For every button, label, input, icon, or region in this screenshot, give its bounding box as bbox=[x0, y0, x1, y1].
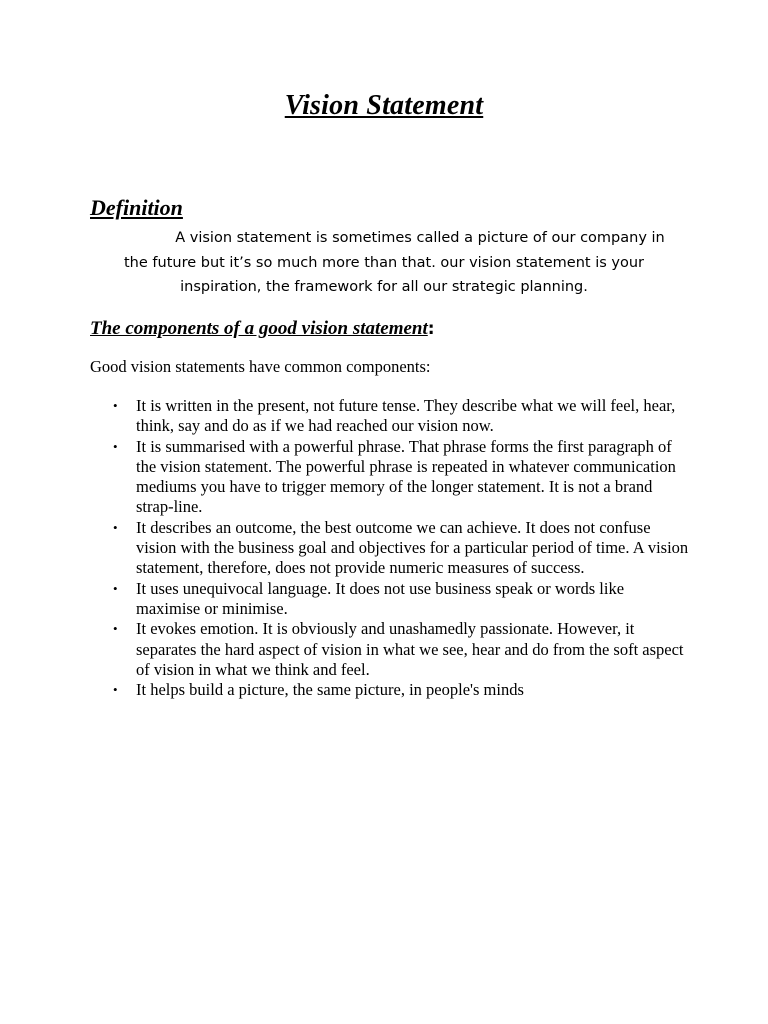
list-item bbox=[90, 579, 690, 620]
list-item bbox=[90, 518, 690, 579]
list-item-text: It is written in the present, not future tense. They describe what we will feel, hear, think, say and do as if we had reached our vision now. bbox=[136, 396, 676, 436]
bullet-icon: • bbox=[113, 621, 118, 637]
components-heading bbox=[90, 318, 435, 340]
list-item-text: It is summarised with a powerful phrase. That phrase forms the first paragraph of the vision statement. The powerful phrase is repeated in whatever communication mediums you have to trigger memory of the longer statement. It is not a brand strap-line. bbox=[136, 436, 676, 517]
list-item-text: It describes an outcome, the best outcome we can achieve. It does not confuse vision with the business goal and objectives for a particular period of time. A vision statement, therefore, does not provide numeric measures of success. bbox=[136, 517, 689, 578]
list-item bbox=[90, 437, 690, 518]
list-item bbox=[90, 680, 690, 700]
components-intro: Good vision statements have common components: bbox=[90, 357, 431, 376]
bullet-icon: • bbox=[113, 580, 118, 596]
definition-paragraph: A vision statement is sometimes called a picture of our company in the future but it’s so much more than that. our vision statement is your inspiration, the framework for all our strategic planning. bbox=[124, 230, 665, 295]
bullet-icon: • bbox=[113, 519, 118, 535]
definition-heading: Definition bbox=[90, 195, 183, 220]
bullet-icon: • bbox=[113, 398, 118, 413]
list-item-text: It uses unequivocal language. It does not use business speak or words like maximise or minimise. bbox=[136, 578, 625, 618]
list-item-text: It helps build a picture, the same picture, in people's minds bbox=[136, 680, 524, 700]
bullet-icon: • bbox=[113, 682, 118, 698]
page-title: Vision Statement bbox=[284, 90, 484, 121]
bullet-icon: • bbox=[113, 438, 118, 454]
list-item bbox=[90, 396, 690, 437]
list-item bbox=[90, 619, 690, 680]
list-item-text: It evokes emotion. It is obviously and unashamedly passionate. However, it separates the hard aspect of vision in what we see, hear and do from the soft aspect of vision in what we think and feel. bbox=[136, 619, 684, 679]
components-list bbox=[90, 396, 690, 700]
components-heading-colon: : bbox=[427, 319, 435, 339]
components-heading-text: The components of a good vision statement bbox=[90, 318, 428, 339]
